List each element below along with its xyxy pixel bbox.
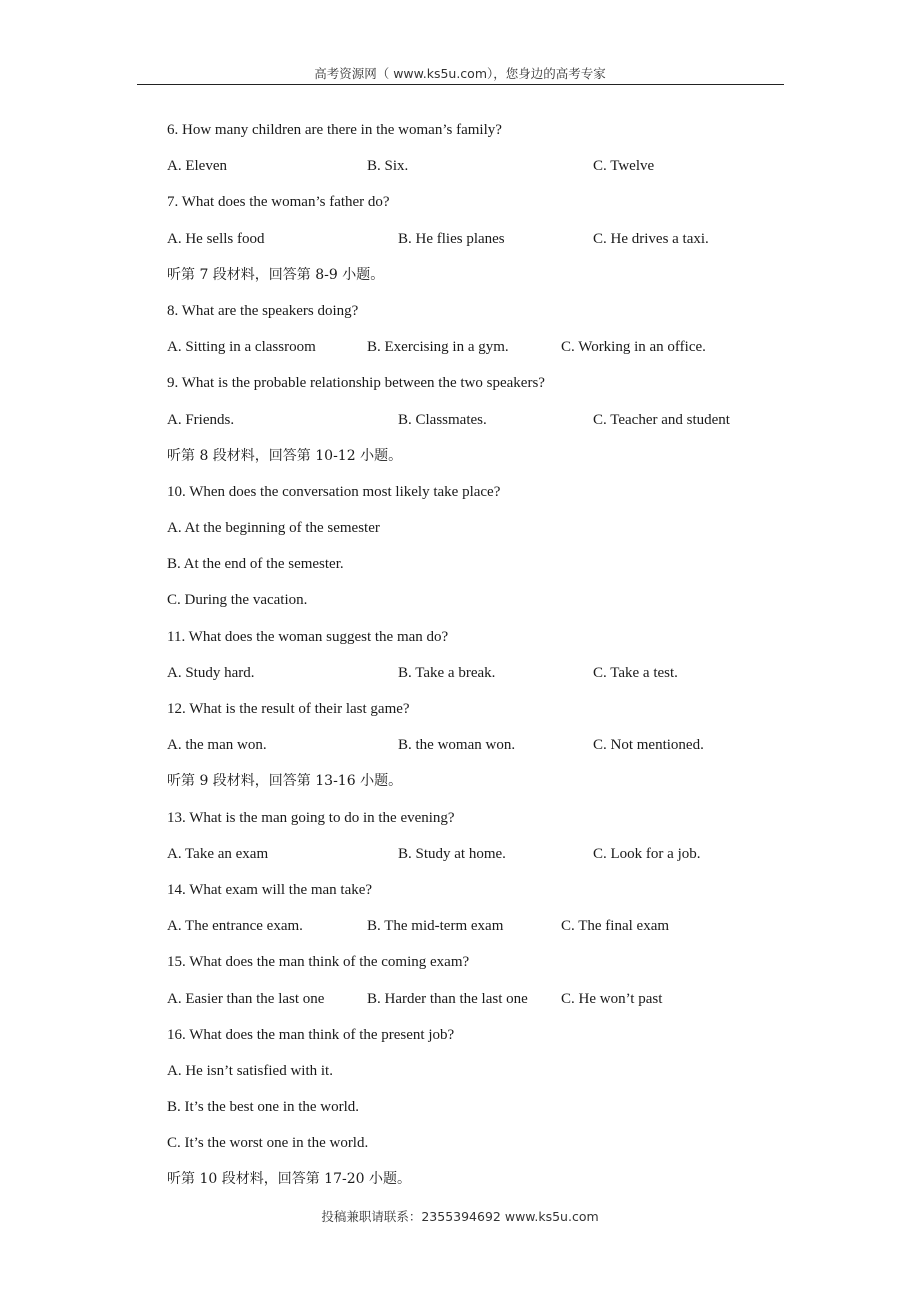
option-b: B. Study at home. <box>398 845 506 862</box>
option-c: C. The final exam <box>561 918 670 935</box>
options-row <box>167 659 787 695</box>
page-header: 高考资源网（ www.ks5u.com），您身边的高考专家 <box>314 66 606 81</box>
option-a: A. the man won. <box>167 737 267 754</box>
question-stem: 11. What does the woman suggest the man do? <box>167 628 449 645</box>
option-b: B. Six. <box>367 158 409 175</box>
section-instruction: 听第 7 段材料，回答第 8-9 小题。 <box>167 266 385 283</box>
option-a: A. Easier than the last one <box>167 990 325 1007</box>
question-stem: 8. What are the speakers doing? <box>167 302 359 319</box>
question-stem: 16. What does the man think of the present job? <box>167 1026 455 1043</box>
option-b: B. At the end of the semester. <box>167 556 344 573</box>
option-c: C. Working in an office. <box>561 339 706 356</box>
section-instruction: 听第 8 段材料，回答第 10-12 小题。 <box>167 447 403 464</box>
option-c: C. Not mentioned. <box>593 737 704 754</box>
question-stem: 9. What is the probable relationship between the two speakers? <box>167 375 545 392</box>
option-a: A. Sitting in a classroom <box>167 339 316 356</box>
option-c: C. Take a test. <box>593 664 678 681</box>
option-a: A. He isn’t satisfied with it. <box>167 1062 333 1079</box>
options-row <box>167 912 787 948</box>
question-stem: 6. How many children are there in the woman’s family? <box>167 122 502 138</box>
header-rule <box>137 84 784 85</box>
option-c: C. Look for a job. <box>593 845 701 862</box>
question-stem: 10. When does the conversation most likely take place? <box>167 483 501 500</box>
option-c: C. Teacher and student <box>593 411 730 428</box>
question-list <box>167 116 787 1202</box>
option-c: C. It’s the worst one in the world. <box>167 1135 369 1152</box>
option-b: B. He flies planes <box>398 230 505 247</box>
question-stem: 15. What does the man think of the coming exam? <box>167 954 470 971</box>
option-a: A. Take an exam <box>167 845 269 862</box>
option-a: A. Study hard. <box>167 664 255 681</box>
page-footer: 投稿兼职请联系：2355394692 www.ks5u.com <box>321 1209 599 1224</box>
question-stem: 7. What does the woman’s father do? <box>167 194 390 211</box>
options-row <box>167 333 787 369</box>
options-row <box>167 406 787 442</box>
option-c: C. He drives a taxi. <box>593 230 709 247</box>
question-stem: 14. What exam will the man take? <box>167 881 373 898</box>
option-a: A. At the beginning of the semester <box>167 520 380 537</box>
option-b: B. Take a break. <box>398 664 496 681</box>
option-c: C. He won’t past <box>561 990 663 1007</box>
option-b: B. Exercising in a gym. <box>367 339 509 356</box>
option-a: A. He sells food <box>167 230 265 247</box>
question-stem: 13. What is the man going to do in the evening? <box>167 809 455 826</box>
section-instruction: 听第 10 段材料，回答第 17-20 小题。 <box>167 1171 411 1188</box>
question-stem: 12. What is the result of their last game? <box>167 701 410 717</box>
option-b: B. Classmates. <box>398 411 487 428</box>
section-instruction: 听第 9 段材料，回答第 13-16 小题。 <box>167 773 403 790</box>
option-a: A. Eleven <box>167 158 227 175</box>
options-row <box>167 840 787 876</box>
option-b: B. the woman won. <box>398 737 516 754</box>
options-row <box>167 731 787 767</box>
option-b: B. The mid-term exam <box>367 918 504 935</box>
option-c: C. Twelve <box>593 158 655 175</box>
option-b: B. Harder than the last one <box>367 990 528 1007</box>
option-a: A. The entrance exam. <box>167 918 303 935</box>
option-a: A. Friends. <box>167 411 235 428</box>
options-row <box>167 225 787 261</box>
options-row <box>167 985 787 1021</box>
option-b: B. It’s the best one in the world. <box>167 1099 360 1116</box>
options-row <box>167 152 787 188</box>
option-c: C. During the vacation. <box>167 592 308 609</box>
